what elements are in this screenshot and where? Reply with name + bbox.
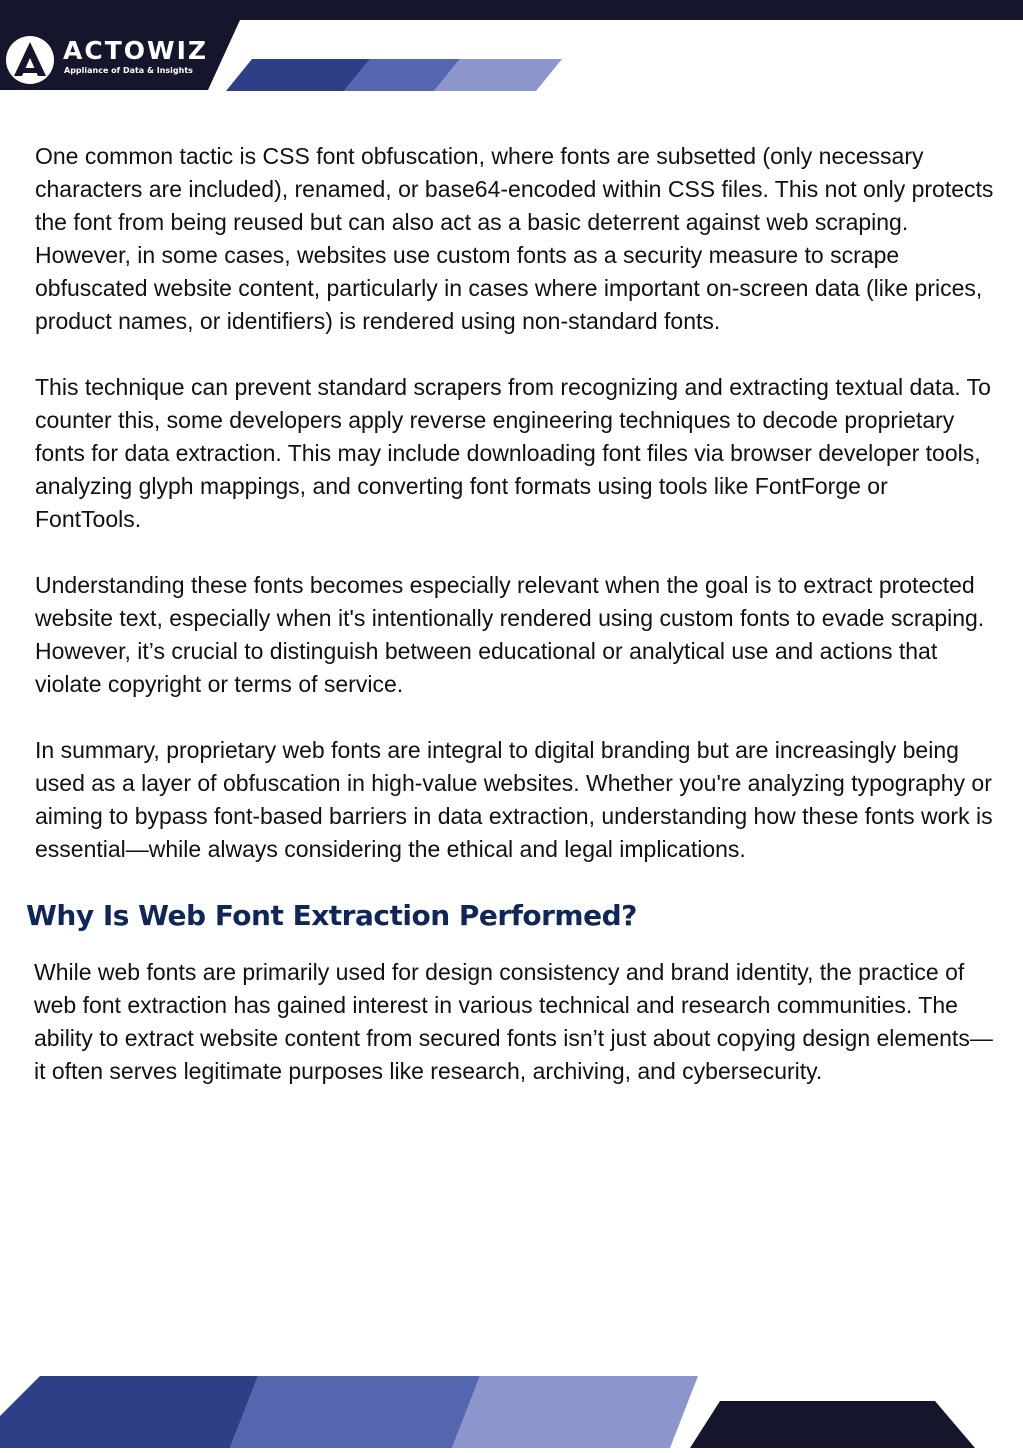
page-footer (0, 1376, 1023, 1448)
brand-logo[interactable] (5, 33, 215, 87)
paragraph-font-obfuscation: One common tactic is CSS font obfuscation, where fonts are subsetted (only necessary characters are included), renamed, or base64-encoded within CSS files. This not only protects the font from being reused but can also act as a basic deterrent against web scraping. However, in some cases, websites use custom fonts as a security measure to scrape obfuscated website content, particularly in cases where important on-screen data (like prices, product names, or identifiers) is rendered using non-standard fonts. (35, 143, 994, 334)
brand-name: ACTOWIZ (63, 36, 209, 65)
footer-stripe-dark (0, 1376, 258, 1448)
footer-navy-block (690, 1401, 975, 1448)
footer-stripe-light (452, 1376, 698, 1448)
article-body (26, 140, 995, 1088)
page-header (0, 0, 1023, 100)
paragraph-reverse-engineering: This technique can prevent standard scrapers from recognizing and extracting textual data. To counter this, some developers apply reverse engineering techniques to decode proprietary fonts for data extraction. This may include downloading font files via browser developer tools, analyzing glyph mappings, and converting font formats using tools like FontForge or FontTools. (35, 374, 991, 532)
section-heading: Why Is Web Font Extraction Performed? (26, 899, 637, 932)
footer-banner (0, 1376, 1023, 1448)
section-paragraph: While web fonts are primarily used for design consistency and brand identity, the practice of web font extraction has gained interest in various technical and research communities. The ability to extract website content from secured fonts isn’t just about copying design elements—it often serves legitimate purposes like research, archiving, and cybersecurity. (34, 959, 993, 1084)
footer-stripe-mid (230, 1376, 480, 1448)
paragraph-summary: In summary, proprietary web fonts are integral to digital branding but are increasingly being used as a layer of obfuscation in high-value websites. Whether you're analyzing typography or aiming to bypass font-based barriers in data extraction, understanding how these fonts work is essential—while always considering the ethical and legal implications. (35, 737, 993, 862)
actowiz-a-logo-icon (5, 35, 55, 85)
brand-tagline: Appliance of Data & Insights (64, 66, 193, 75)
paragraph-protected-text: Understanding these fonts becomes especially relevant when the goal is to extract protected website text, especially when it's intentionally rendered using custom fonts to evade scraping. However, it’s crucial to distinguish between educational or analytical use and actions that violate copyright or terms of service. (35, 572, 985, 697)
